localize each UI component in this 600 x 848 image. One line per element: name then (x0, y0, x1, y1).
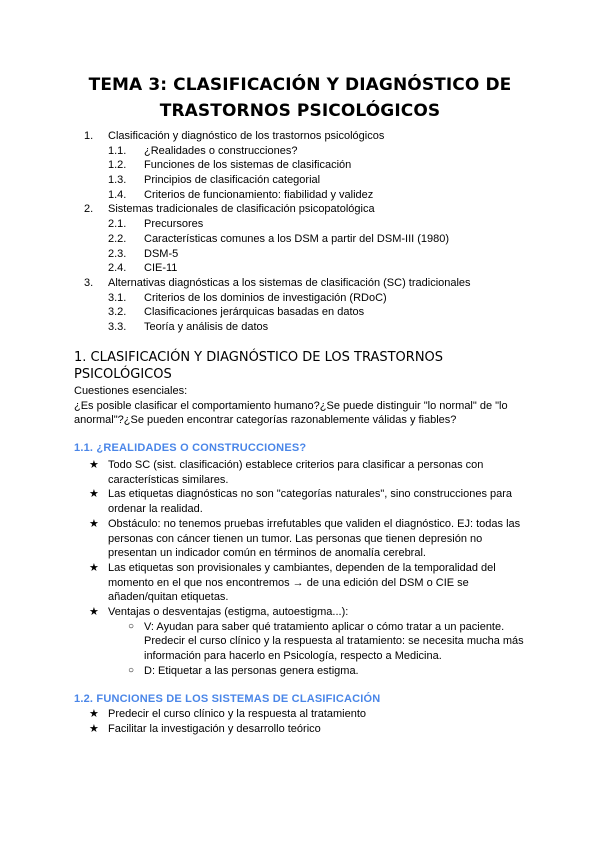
toc-text: ¿Realidades o construcciones? (144, 144, 298, 157)
toc-item (0, 158, 600, 173)
essentials-block (74, 384, 534, 428)
star-icon: ★ (89, 606, 99, 619)
toc-item (0, 129, 600, 144)
section-1-1-heading: 1.1. ¿REALIDADES O CONSTRUCCIONES? (74, 442, 307, 454)
sub-list-item-text: V: Ayudan para saber qué tratamiento aplicar o cómo tratar a un paciente. Predecir el curso clínico y la respuesta al tratamiento: se necesita mucha más información para hacerlo en Psicología, respecto a Medicina. (144, 620, 524, 663)
toc-number: 2.3. (108, 247, 127, 260)
toc-item (0, 247, 600, 262)
toc-number: 2.1. (108, 218, 127, 231)
toc-number: 3.3. (108, 320, 127, 333)
toc-number: 1.3. (108, 174, 127, 187)
list-item (0, 458, 528, 487)
section-1-2-heading: 1.2. FUNCIONES DE LOS SISTEMAS DE CLASIFICACIÓN (74, 693, 381, 705)
toc-item (0, 261, 600, 276)
circle-icon: ○ (128, 620, 135, 632)
toc-text: Características comunes a los DSM a partir del DSM-III (1980) (144, 232, 450, 245)
sub-list-item (0, 664, 524, 679)
toc-number: 1.2. (108, 159, 127, 172)
toc-number: 3. (84, 276, 94, 289)
list-item (0, 722, 528, 737)
list-item (0, 517, 528, 561)
toc-item (0, 232, 600, 247)
essentials-label: Cuestiones esenciales: (74, 385, 188, 397)
toc-number: 3.2. (108, 306, 127, 319)
essentials-text: ¿Es posible clasificar el comportamiento humano?¿Se puede distinguir "lo normal" de "lo anormal"?¿Se pueden encontrar categorías razonablemente válidas y fiables? (74, 399, 508, 427)
toc-item (0, 276, 600, 291)
toc-text: Alternativas diagnósticas a los sistemas de clasificación (SC) tradicionales (108, 276, 471, 289)
toc-item (0, 320, 600, 335)
list-item-text: Ventajas o desventajas (estigma, autoestigma...): (108, 606, 349, 619)
circle-icon: ○ (128, 664, 135, 676)
table-of-contents (0, 129, 600, 335)
toc-item (0, 217, 600, 232)
list-item-text: Obstáculo: no tenemos pruebas irrefutables que validen el diagnóstico. EJ: todas las personas con cáncer tienen un tumor. Las personas que tienen depresión no presentan un indicador común en términos de anomalía cerebral. (108, 517, 521, 560)
toc-number: 3.1. (108, 291, 127, 304)
toc-text: Criterios de los dominios de investigación (RDoC) (144, 291, 387, 304)
toc-number: 2.4. (108, 262, 127, 275)
list-item-text: Las etiquetas diagnósticas no son "categorías naturales", sino construcciones para ordenar la realidad. (108, 488, 513, 516)
toc-text: Precursores (144, 218, 204, 231)
list-item-text: Predecir el curso clínico y la respuesta al tratamiento (108, 708, 367, 720)
toc-number: 2.2. (108, 232, 127, 245)
toc-number: 1.4. (108, 188, 127, 201)
star-icon: ★ (89, 459, 99, 471)
sub-list-item-text: D: Etiquetar a las personas genera estigma. (144, 664, 359, 677)
toc-number: 2. (84, 203, 94, 216)
toc-text: Clasificación y diagnóstico de los trastornos psicológicos (108, 130, 385, 142)
list-item-text: Facilitar la investigación y desarrollo teórico (108, 722, 321, 735)
toc-item (0, 144, 600, 159)
list-item-text: Todo SC (sist. clasificación) establece criterios para clasificar a personas con características similares. (108, 459, 484, 486)
list-item (0, 561, 528, 605)
section-1-heading: 1. CLASIFICACIÓN Y DIAGNÓSTICO DE LOS TRASTORNOS PSICOLÓGICOS (74, 350, 444, 382)
section-1-1-list (0, 458, 600, 679)
toc-item (0, 173, 600, 188)
star-icon: ★ (89, 517, 99, 530)
toc-item (0, 291, 600, 306)
star-icon: ★ (89, 722, 99, 735)
star-icon: ★ (89, 708, 99, 720)
toc-text: CIE-11 (144, 262, 178, 275)
toc-item (0, 202, 600, 217)
toc-item (0, 188, 600, 203)
star-icon: ★ (89, 488, 99, 501)
toc-text: Principios de clasificación categorial (144, 174, 321, 187)
document-title: TEMA 3: CLASIFICACIÓN Y DIAGNÓSTICO DE TRASTORNOS PSICOLÓGICOS (88, 75, 512, 121)
toc-text: Clasificaciones jerárquicas basadas en datos (144, 306, 365, 319)
sub-list-item (0, 620, 524, 664)
list-item (0, 605, 528, 620)
toc-number: 1. (84, 130, 94, 142)
toc-text: Funciones de los sistemas de clasificación (144, 159, 352, 172)
star-icon: ★ (89, 561, 99, 574)
section-1-2-list (0, 707, 600, 736)
list-item (0, 707, 528, 722)
toc-text: Sistemas tradicionales de clasificación psicopatológica (108, 203, 375, 216)
list-item (0, 487, 528, 516)
list-item-text: Las etiquetas son provisionales y cambiantes, dependen de la temporalidad del momento en el que nos encontremos → de una edición del DSM o CIE se añaden/quitan etiquetas. (108, 561, 496, 604)
toc-number: 1.1. (108, 144, 127, 157)
toc-item (0, 305, 600, 320)
toc-text: Teoría y análisis de datos (144, 320, 269, 333)
toc-text: DSM-5 (144, 247, 179, 260)
toc-text: Criterios de funcionamiento: fiabilidad y validez (144, 188, 374, 201)
